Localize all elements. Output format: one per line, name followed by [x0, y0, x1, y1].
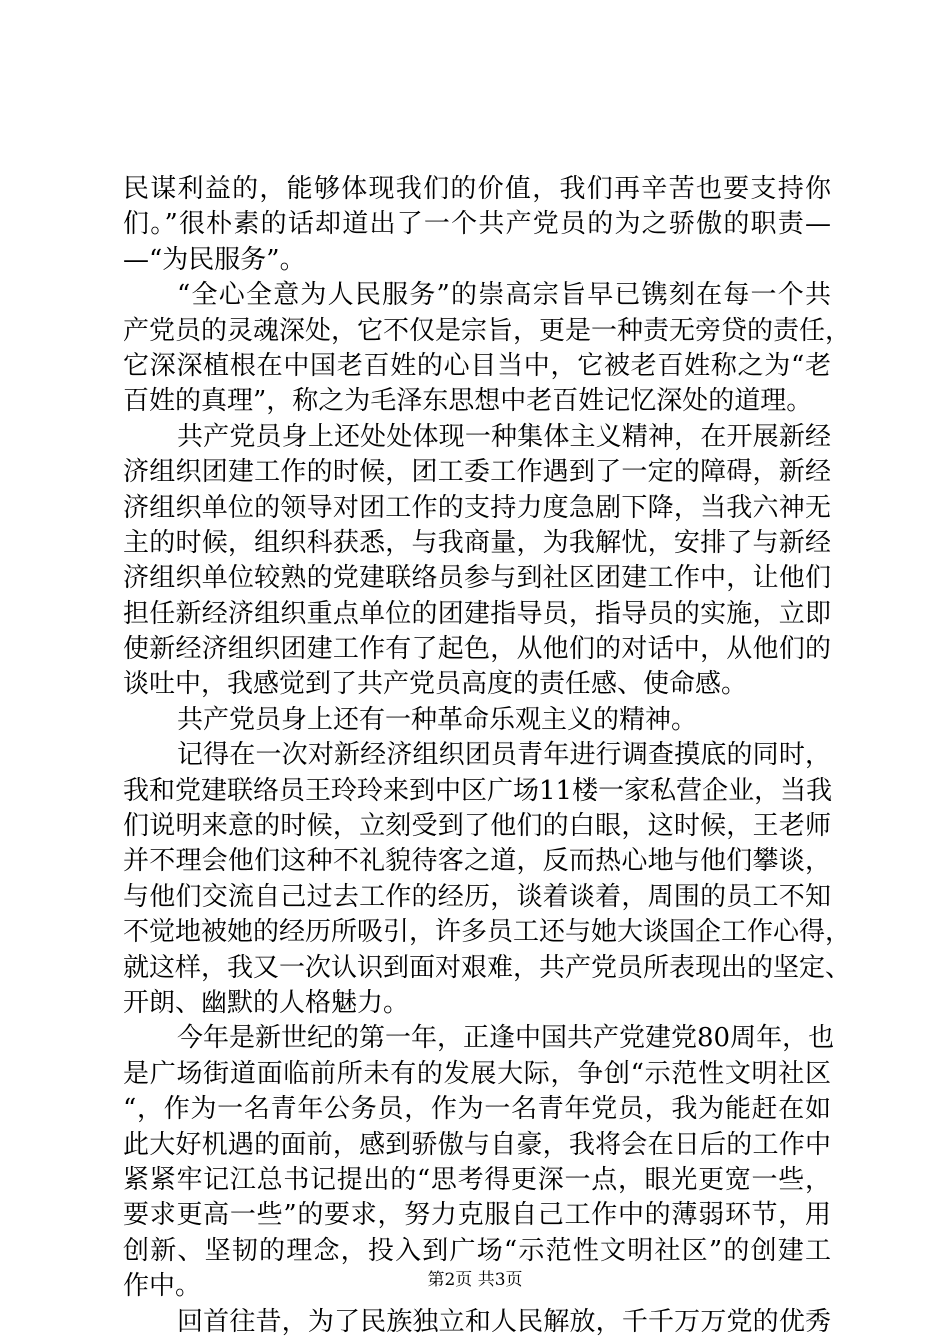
text-line: 紧紧牢记江总书记提出的“思考得更深一点，眼光更宽一些， — [123, 1164, 831, 1195]
text-line: 谈吐中，我感觉到了共产党员高度的责任感、使命感。 — [123, 669, 748, 700]
text-line: 济组织单位较熟的党建联络员参与到社区团建工作中，让他们 — [123, 563, 831, 594]
text-line: 就这样，我又一次认识到面对艰难，共产党员所表现出的坚定、 — [123, 952, 852, 983]
text-line: 不觉地被她的经历所吸引，许多员工还与她大谈国企工作心得， — [123, 917, 852, 948]
text-line: 开朗、幽默的人格魅力。 — [123, 987, 410, 1018]
text-line: 产党员的灵魂深处，它不仅是宗旨，更是一种责无旁贷的责任， — [123, 315, 852, 346]
document-body — [123, 172, 852, 1340]
text-line: 要求更高一些”的要求，努力克服自己工作中的薄弱环节，用 — [123, 1200, 831, 1231]
paragraph-first-line: 今年是新世纪的第一年，正逢中国共产党建党80周年，也 — [177, 1023, 835, 1054]
text-line: 民谋利益的，能够体现我们的价值，我们再辛苦也要支持你 — [123, 174, 831, 204]
text-line: 们。”很朴素的话却道出了一个共产党员的为之骄傲的职责— — [123, 209, 831, 240]
text-line: 创新、坚韧的理念，投入到广场“示范性文明社区”的创建工 — [123, 1235, 831, 1266]
text-line: 我和党建联络员王玲玲来到中区广场11楼一家私营企业，当我 — [123, 775, 833, 806]
text-line: 济组织团建工作的时候，团工委工作遇到了一定的障碍，新经 — [123, 457, 831, 488]
text-line: 使新经济组织团建工作有了起色，从他们的对话中，从他们的 — [123, 634, 831, 665]
text-line: “，作为一名青年公务员，作为一名青年党员，我为能赶在如 — [123, 1094, 831, 1125]
text-line: 此大好机遇的面前，感到骄傲与自豪，我将会在日后的工作中 — [123, 1129, 831, 1160]
text-line: 作中。 — [123, 1271, 202, 1302]
paragraph-first-line: 共产党员身上还有一种革命乐观主义的精神。 — [177, 704, 698, 735]
page-number-footer: 第2页 共3页 — [427, 1270, 523, 1290]
text-line: 并不理会他们这种不礼貌待客之道，反而热心地与他们攀谈， — [123, 846, 831, 877]
text-line: 担任新经济组织重点单位的团建指导员，指导员的实施，立即 — [123, 598, 831, 629]
text-line: —“为民服务”。 — [123, 244, 306, 275]
text-line: 是广场街道面临前所未有的发展大际，争创“示范性文明社区 — [123, 1058, 831, 1089]
paragraph-first-line: 回首往昔，为了民族独立和人民解放，千千万万党的优秀 — [177, 1306, 831, 1337]
text-line: 它深深植根在中国老百姓的心目当中，它被老百姓称之为“老 — [123, 350, 831, 381]
paragraph-first-line: “全心全意为人民服务”的崇高宗旨早已镌刻在每一个共 — [177, 280, 831, 311]
text-line: 与他们交流自己过去工作的经历，谈着谈着，周围的员工不知 — [123, 881, 831, 912]
text-line: 济组织单位的领导对团工作的支持力度急剧下降，当我六神无 — [123, 492, 831, 523]
text-line: 们说明来意的时候，立刻受到了他们的白眼，这时候，王老师 — [123, 811, 831, 842]
paragraph-first-line: 记得在一次对新经济组织团员青年进行调查摸底的同时， — [177, 740, 831, 771]
text-line: 百姓的真理”，称之为毛泽东思想中老百姓记忆深处的道理。 — [123, 386, 813, 417]
paragraph-first-line: 共产党员身上还处处体现一种集体主义精神，在开展新经 — [177, 421, 831, 452]
text-line: 主的时候，组织科获悉，与我商量，为我解忧，安排了与新经 — [123, 527, 831, 558]
